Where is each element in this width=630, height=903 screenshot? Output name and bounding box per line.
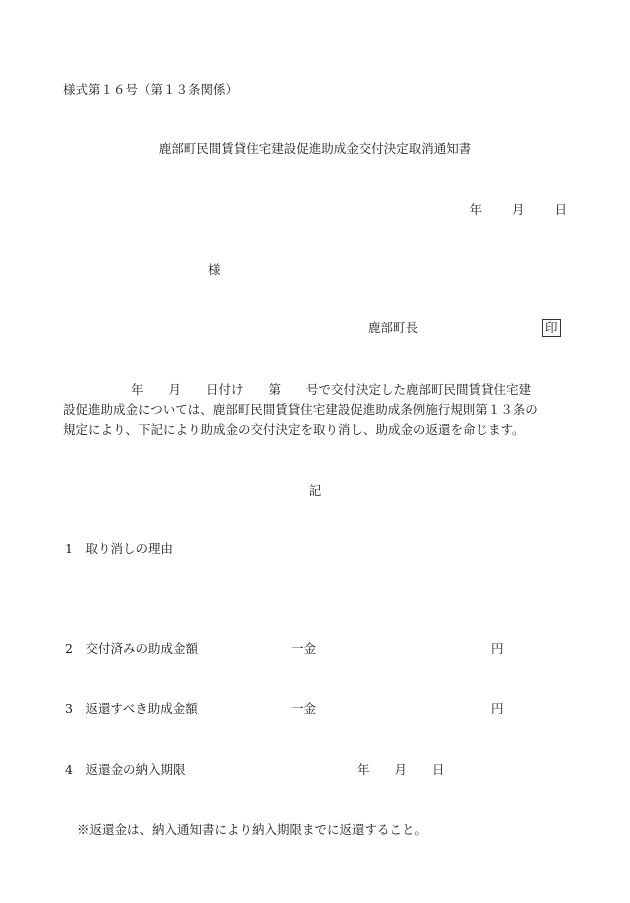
body-paragraph <box>63 380 578 440</box>
body-line-1: 年 月 日付け 第 号で交付決定した鹿部町民間賃貸住宅建 <box>131 382 532 397</box>
footnote: ※返還金は、納入通知書により納入期限までに返還すること。 <box>77 822 428 837</box>
item-3-label: 3 返還すべき助成金額 <box>65 701 198 716</box>
addressee-suffix: 様 <box>208 262 221 277</box>
document-title: 鹿部町民間賃貸住宅建設促進助成金交付決定取消通知書 <box>158 141 472 156</box>
body-line-3: 規定により、下記により助成金の交付決定を取り消し、助成金の返還を命じます。 <box>63 422 525 437</box>
ki-heading: 記 <box>308 483 322 498</box>
date-month: 月 <box>511 202 525 217</box>
item-4-date: 年 月 日 <box>357 762 445 777</box>
form-number: 様式第１６号（第１３条関係） <box>63 82 239 97</box>
item-2-label: 2 交付済みの助成金額 <box>65 641 198 656</box>
issuer-name: 鹿部町長 <box>368 320 419 335</box>
item-2-unit: 円 <box>491 641 504 656</box>
item-1-label: 1 取り消しの理由 <box>65 541 173 556</box>
item-3-prefix: 一金 <box>291 701 317 716</box>
item-2-prefix: 一金 <box>291 641 317 656</box>
issue-date <box>469 202 567 218</box>
date-year: 年 <box>469 202 482 217</box>
seal-mark: 印 <box>542 319 561 337</box>
item-4-label: 4 返還金の納入期限 <box>65 762 186 777</box>
body-line-2: 設促進助成金については、鹿部町民間賃貸住宅建設促進助成条例施行規則第１３条の <box>63 402 538 417</box>
item-3-unit: 円 <box>491 701 504 716</box>
date-day: 日 <box>554 202 567 217</box>
